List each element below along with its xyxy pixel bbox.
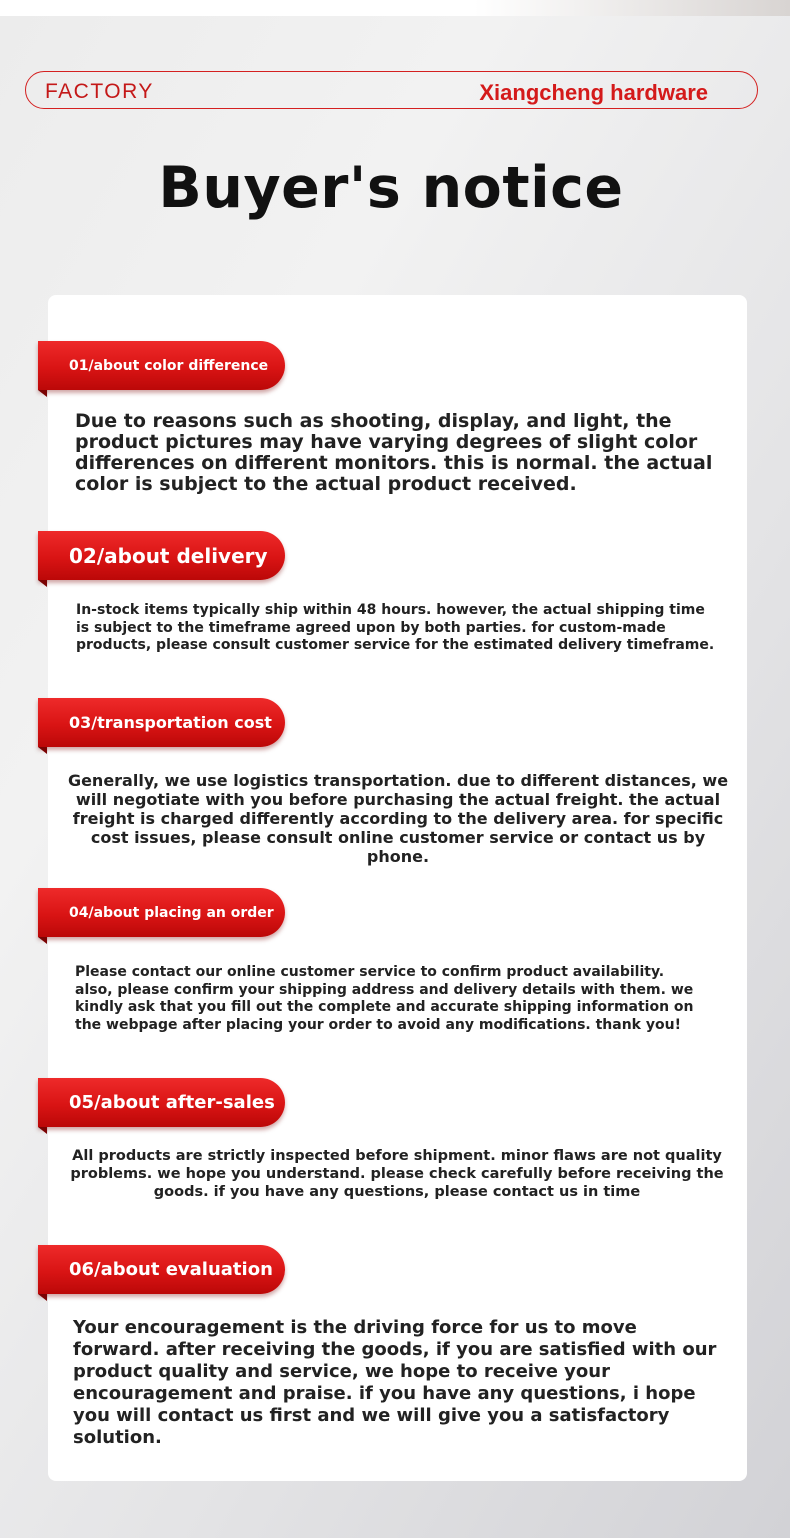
section-text-evaluation: Your encouragement is the driving force for us to move forward. after receiving the goods, if you are satisfied with our product quality and service, we hope to receive your encouragement and praise. if you have any questions, i hope you will contact us first and we will give you a satisfactory solution. [73, 1317, 717, 1448]
section-tag-evaluation [38, 1245, 285, 1294]
section-text-placing-order: Please contact our online customer service to confirm product availability. also, please confirm your shipping address and delivery details with them. we kindly ask that you fill out the complete and accurate shipping information on the webpage after placing your order to avoid any modifications. thank you! [75, 964, 694, 1033]
section-tag-label: 06/about evaluation [69, 1259, 273, 1280]
section-tag-transportation-cost [38, 698, 285, 747]
section-text-delivery: In-stock items typically ship within 48 hours. however, the actual shipping time is subject to the timeframe agreed upon by both parties. for custom-made products, please consult customer service for the estimated delivery timeframe. [76, 602, 715, 653]
section-text-after-sales: All products are strictly inspected before shipment. minor flaws are not quality problems. we hope you understand. please check carefully before receiving the goods. if you have any questions, please contact us in time [70, 1148, 724, 1200]
section-tag-label: 03/transportation cost [69, 713, 272, 732]
brand-name: Xiangcheng hardware [479, 80, 708, 105]
section-tag-label: 02/about delivery [69, 543, 268, 568]
section-tag-placing-order [38, 888, 285, 937]
section-tag-after-sales [38, 1078, 285, 1127]
section-tag-color-difference [38, 341, 285, 390]
top-strip [0, 0, 790, 16]
factory-label: FACTORY [45, 80, 154, 103]
section-tag-label: 05/about after-sales [69, 1092, 275, 1113]
section-tag-delivery [38, 531, 285, 580]
section-tag-label: 01/about color difference [69, 357, 269, 374]
section-text-color-difference: Due to reasons such as shooting, display, and light, the product pictures may have varying degrees of slight color differences on different monitors. this is normal. the actual color is subject to the actual product received. [75, 410, 713, 495]
page-title: Buyer's notice [158, 155, 624, 221]
section-tag-label: 04/about placing an order [69, 904, 274, 921]
section-text-transportation-cost: Generally, we use logistics transportation. due to different distances, we will negotiate with you before purchasing the actual freight. the actual freight is charged differently according to the delivery area. for specific cost issues, please consult online customer service or contact us by phone. [67, 771, 729, 866]
